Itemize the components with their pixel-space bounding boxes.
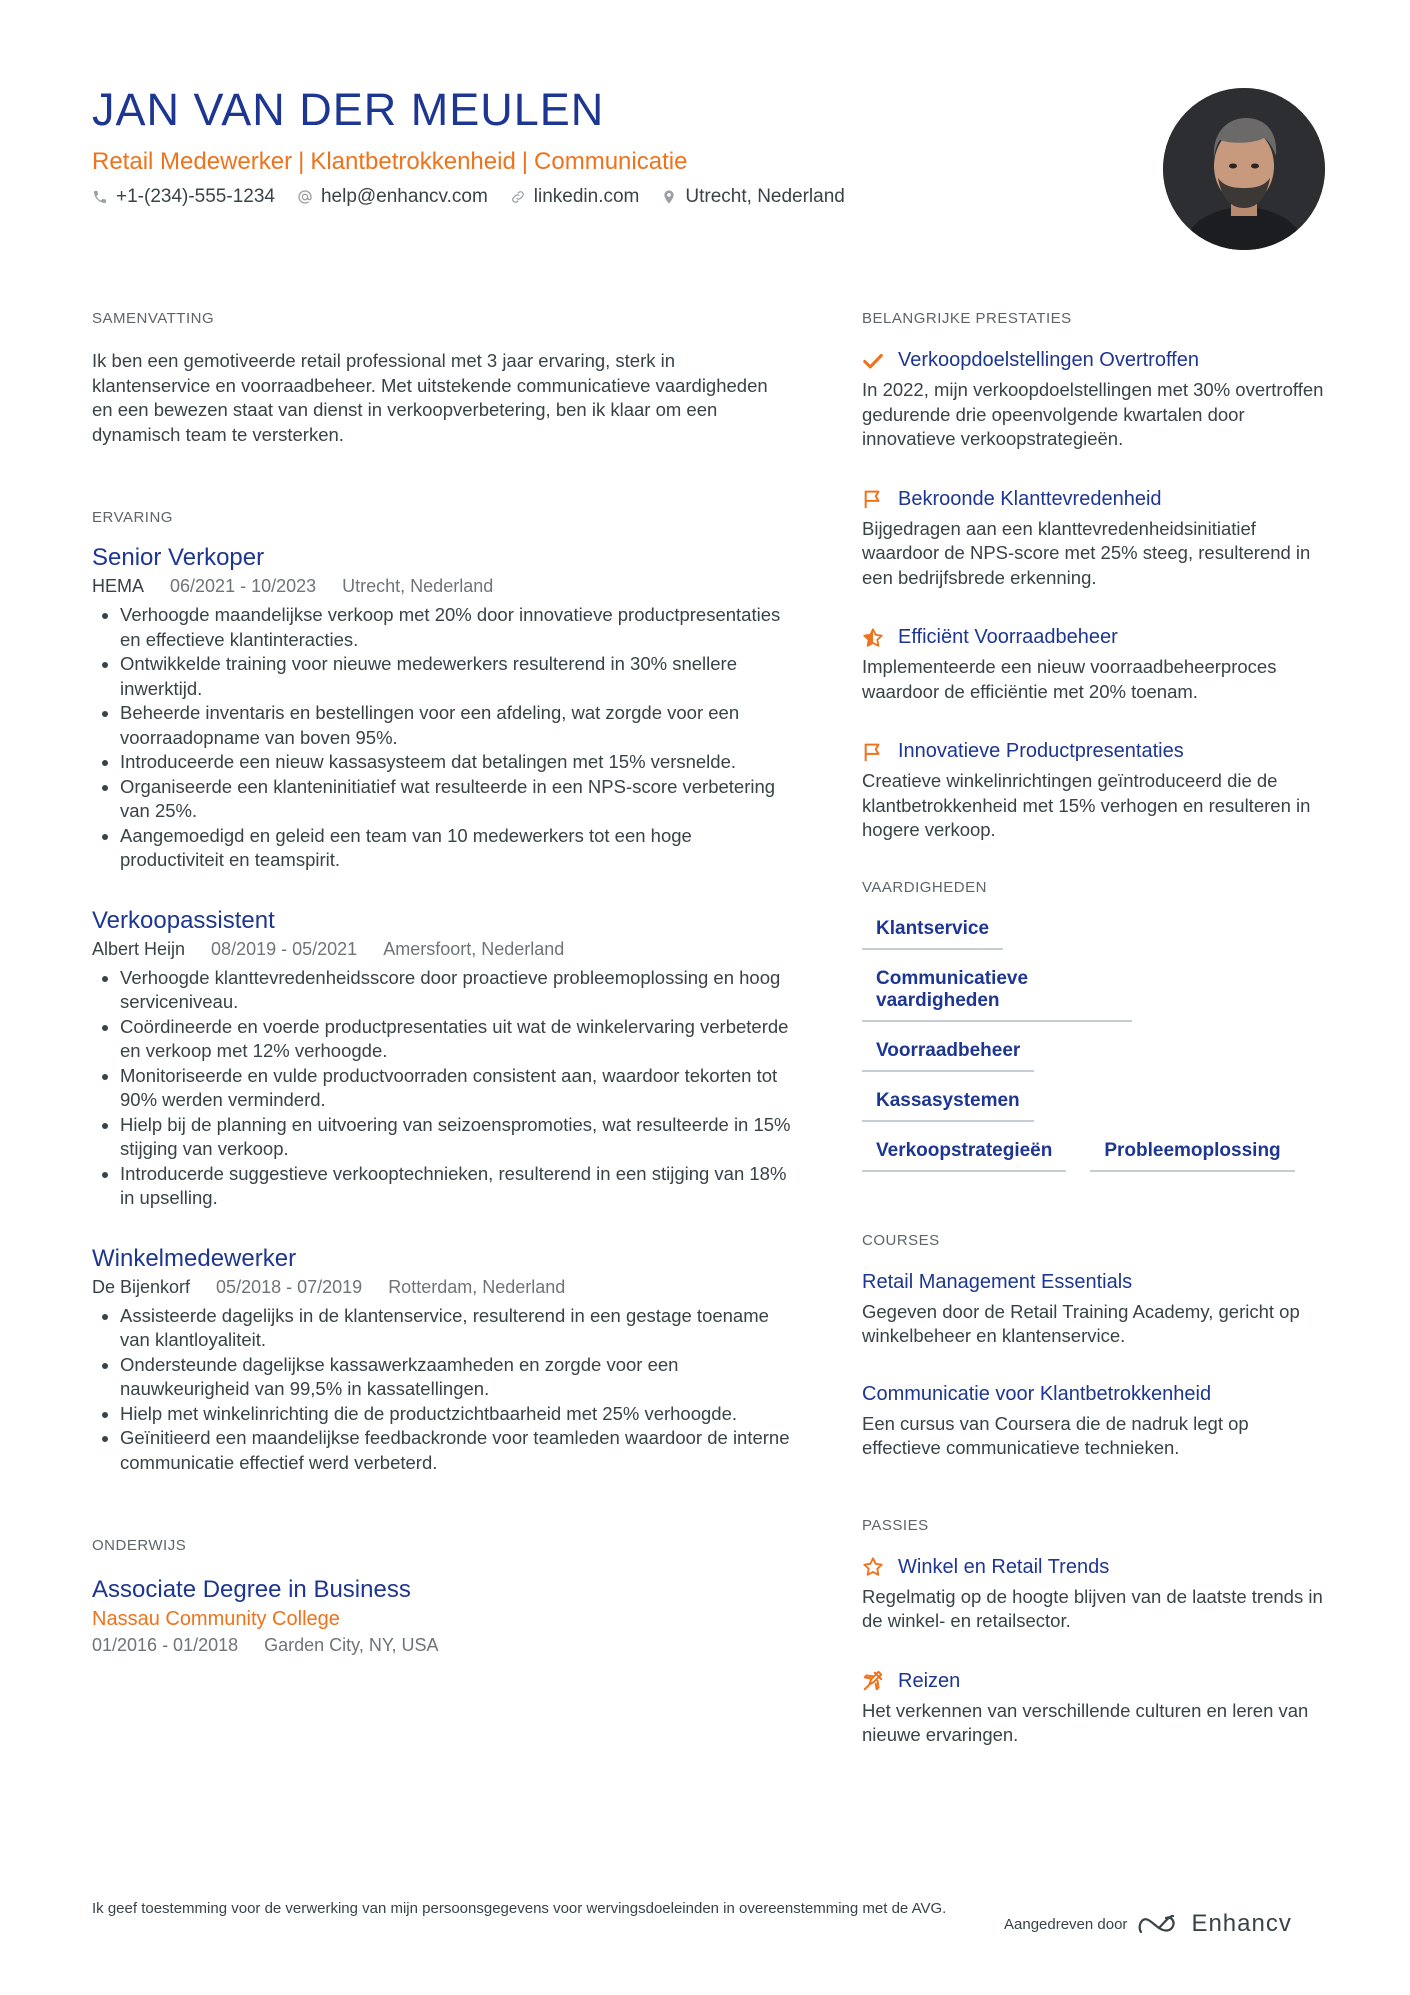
star-half-icon [862, 627, 884, 649]
phone-text: +1-(234)-555-1234 [116, 186, 275, 207]
phone-icon [92, 189, 108, 205]
job-dates: 06/2021 - 10/2023 [170, 576, 317, 596]
contact-linkedin[interactable] [510, 186, 640, 208]
achievement-item [862, 740, 1332, 843]
education-location: Garden City, NY, USA [264, 1635, 439, 1655]
skills-title: VAARDIGHEDEN [862, 878, 987, 896]
experience-title: ERVARING [92, 509, 173, 526]
achievement-title: Efficiënt Voorraadbeheer [898, 626, 1118, 648]
headline-part: Klantbetrokkenheid [310, 148, 516, 175]
profile-photo [1163, 88, 1325, 250]
education-dates: 01/2016 - 01/2018 [92, 1635, 239, 1655]
passion-text: Het verkennen van verschillende culturen en leren van nieuwe ervaringen. [862, 1699, 1309, 1745]
achievements-section [862, 310, 1332, 843]
job-location: Rotterdam, Nederland [388, 1276, 566, 1297]
headline-separator: | [298, 148, 305, 175]
course-title: Communicatie voor Klantbetrokkenheid [862, 1382, 1212, 1405]
courses-section [862, 1232, 1332, 1461]
headline-part: Communicatie [534, 148, 688, 175]
bullet-item: • Organiseerde een klanteninitiatief wat resulteerde in een NPS-score verbetering van 25%. [120, 775, 792, 824]
achievement-item [862, 626, 1332, 704]
course-item [862, 1271, 1332, 1349]
job-title: Winkelmedewerker [92, 1244, 297, 1272]
powered-by-label: Aangedreven door [1004, 1915, 1128, 1933]
contact-email[interactable] [297, 186, 488, 208]
achievement-header [862, 488, 1332, 511]
skill-tag: Klantservice [862, 918, 1003, 950]
passion-title: Winkel en Retail Trends [898, 1555, 1110, 1578]
plane-icon [862, 1670, 884, 1692]
passion-title: Reizen [898, 1669, 961, 1692]
experience-item [92, 907, 792, 1211]
summary-title: SAMENVATTING [92, 310, 215, 327]
check-icon [862, 350, 884, 372]
headline [92, 148, 687, 176]
achievement-text: In 2022, mijn verkoopdoelstellingen met 30% overtroffen gedurende drie opeenvolgende kwartalen door innovatieve verkoopstrategieën. [862, 379, 1324, 449]
achievement-header [862, 349, 1332, 372]
job-dates: 05/2018 - 07/2019 [216, 1276, 363, 1297]
job-bullets [92, 966, 792, 1211]
achievement-text: Creatieve winkelinrichtingen geïntroduceerd die de klantbetrokkenheid met 15% verhogen en resulteren in hogere verkoop. [862, 770, 1311, 840]
summary-section [92, 310, 792, 447]
right-column [862, 310, 1332, 1784]
job-location: Amersfoort, Nederland [383, 938, 565, 959]
skill-tag: Verkoopstrategieën [862, 1140, 1066, 1172]
candidate-name: JAN VAN DER MEULEN [92, 84, 605, 135]
flag-icon [862, 741, 884, 763]
experience-item [92, 1245, 792, 1476]
bullet-item: • Hielp met winkelinrichting die de productzichtbaarheid met 25% verhoogde. [120, 1402, 792, 1427]
job-dates: 08/2019 - 05/2021 [211, 938, 358, 959]
flag-icon [862, 488, 884, 510]
brand-name: Enhancv [1191, 1910, 1292, 1937]
job-title: Senior Verkoper [92, 544, 265, 571]
passion-header [862, 1670, 1332, 1693]
consent-statement: Ik geef toestemming voor de verwerking van mijn persoonsgegevens voor wervingsdoeleinden in overeenstemming met de AVG. [92, 1900, 947, 1917]
education-meta [92, 1635, 792, 1656]
achievement-item [862, 488, 1332, 591]
location-text: Utrecht, Nederland [685, 186, 845, 207]
bullet-item: • Verhoogde klanttevredenheidsscore door proactieve probleemoplossing en hoog serviceniveau. [120, 966, 792, 1015]
job-meta [92, 1277, 792, 1298]
bullet-item: • Hielp bij de planning en uitvoering van seizoenspromoties, wat resulteerde in 15% stijging van verkoop. [120, 1113, 792, 1162]
skill-tag: Voorraadbeheer [862, 1040, 1034, 1072]
star-outline-icon [862, 1556, 884, 1578]
bullet-item: • Beheerde inventaris en bestellingen voor een afdeling, wat zorgde voor een voorraadopname van boven 95%. [120, 701, 792, 750]
bullet-item: • Aangemoedigd en geleid een team van 10 medewerkers tot een hoge productiviteit en teamspirit. [120, 824, 792, 873]
school-name: Nassau Community College [92, 1608, 340, 1630]
bullet-item: • Verhoogde maandelijkse verkoop met 20% door innovatieve productpresentaties en effectieve klantinteracties. [120, 603, 792, 652]
achievement-text: Implementeerde een nieuw voorraadbeheerproces waardoor de efficiëntie met 20% toenam. [862, 656, 1277, 702]
experience-item [92, 544, 792, 873]
achievement-text: Bijgedragen aan een klanttevredenheidsinitiatief waardoor de NPS-score met 25% steeg, resulterend in een bedrijfsbrede erkenning. [862, 517, 1311, 588]
left-column [92, 310, 792, 1656]
bullet-item: • Monitoriseerde en vulde productvoorraden consistent aan, waardoor tekorten tot 90% werden verminderd. [120, 1064, 792, 1113]
company-name: De Bijenkorf [92, 1276, 191, 1297]
bullet-item: • Coördineerde en voerde productpresentaties uit wat de winkelervaring verbeterde en verkoop met 12% verhoogde. [120, 1015, 792, 1064]
job-title: Verkoopassistent [92, 906, 275, 934]
linkedin-text: linkedin.com [533, 186, 640, 207]
job-meta [92, 939, 792, 960]
enhancv-logo-icon [1137, 1912, 1181, 1936]
course-text: Een cursus van Coursera die de nadruk legt op effectieve communicatieve technieken. [862, 1412, 1249, 1458]
link-icon [510, 189, 526, 205]
passion-text: Regelmatig op de hoogte blijven van de laatste trends in de winkel- en retailsector. [862, 1585, 1323, 1631]
headline-separator: | [521, 148, 529, 175]
education-section [92, 1537, 792, 1656]
avatar-illustration [1163, 88, 1325, 250]
achievement-header [862, 626, 1332, 649]
bullet-item: • Introduceerde een nieuw kassasysteem dat betalingen met 15% versnelde. [120, 750, 792, 775]
achievement-title: Bekroonde Klanttevredenheid [898, 487, 1162, 510]
course-item [862, 1383, 1332, 1461]
job-meta [92, 576, 792, 597]
degree-title: Associate Degree in Business [92, 1576, 411, 1603]
achievements-title: BELANGRIJKE PRESTATIES [862, 310, 1072, 327]
bullet-item: • Assisteerde dagelijks in de klantenservice, resulterend in een gestage toename van klantloyaliteit. [120, 1304, 792, 1353]
skill-tag: Kassasystemen [862, 1090, 1034, 1122]
skill-tag: Communicatieve vaardigheden [862, 968, 1132, 1022]
course-title: Retail Management Essentials [862, 1270, 1133, 1293]
experience-section [92, 509, 792, 1475]
headline-part: Retail Medewerker [92, 148, 293, 175]
bullet-item: • Introducerde suggestieve verkooptechnieken, resulterend in een stijging van 18% in upselling. [120, 1162, 792, 1211]
achievement-title: Verkoopdoelstellingen Overtroffen [898, 349, 1199, 371]
job-location: Utrecht, Nederland [342, 576, 494, 596]
achievement-title: Innovatieve Productpresentaties [898, 740, 1184, 762]
passions-section [862, 1517, 1332, 1748]
contact-bar [92, 186, 845, 208]
passion-item [862, 1670, 1332, 1748]
passion-item [862, 1556, 1332, 1634]
contact-location [661, 186, 844, 208]
job-bullets [92, 603, 792, 873]
company-name: HEMA [92, 576, 145, 596]
skill-tag: Probleemoplossing [1090, 1140, 1294, 1172]
achievement-header [862, 740, 1332, 763]
powered-by [1004, 1910, 1292, 1938]
bullet-item: • Ontwikkelde training voor nieuwe medewerkers resulterend in 30% snellere inwerktijd. [120, 652, 792, 701]
job-bullets [92, 1304, 792, 1476]
location-pin-icon [661, 189, 677, 205]
company-name: Albert Heijn [92, 938, 186, 959]
courses-title: COURSES [862, 1231, 940, 1249]
skills-section [862, 879, 1332, 1172]
at-icon [297, 189, 313, 205]
passions-title: PASSIES [862, 1516, 929, 1534]
skills-list [862, 918, 1332, 1172]
summary-text: Ik ben een gemotiveerde retail professional met 3 jaar ervaring, sterk in klantenservice en voorraadbeheer. Met uitstekende communicatieve vaardigheden en een bewezen staat van dienst in verkoopverbetering, ben ik klaar om een dynamisch team te versterken. [92, 350, 768, 445]
bullet-item: • Ondersteunde dagelijkse kassawerkzaamheden en zorgde voor een nauwkeurigheid van 99,5% in kassatellingen. [120, 1353, 792, 1402]
contact-phone[interactable] [92, 186, 275, 208]
passion-header [862, 1556, 1332, 1579]
achievement-item [862, 349, 1332, 452]
course-text: Gegeven door de Retail Training Academy, gericht op winkelbeheer en klantenservice. [862, 1300, 1300, 1346]
education-title: ONDERWIJS [92, 1537, 187, 1554]
bullet-item: • Geïnitieerd een maandelijkse feedbackronde voor teamleden waardoor de interne communicatie effectief werd verbeterd. [120, 1426, 792, 1475]
email-text: help@enhancv.com [320, 186, 488, 207]
